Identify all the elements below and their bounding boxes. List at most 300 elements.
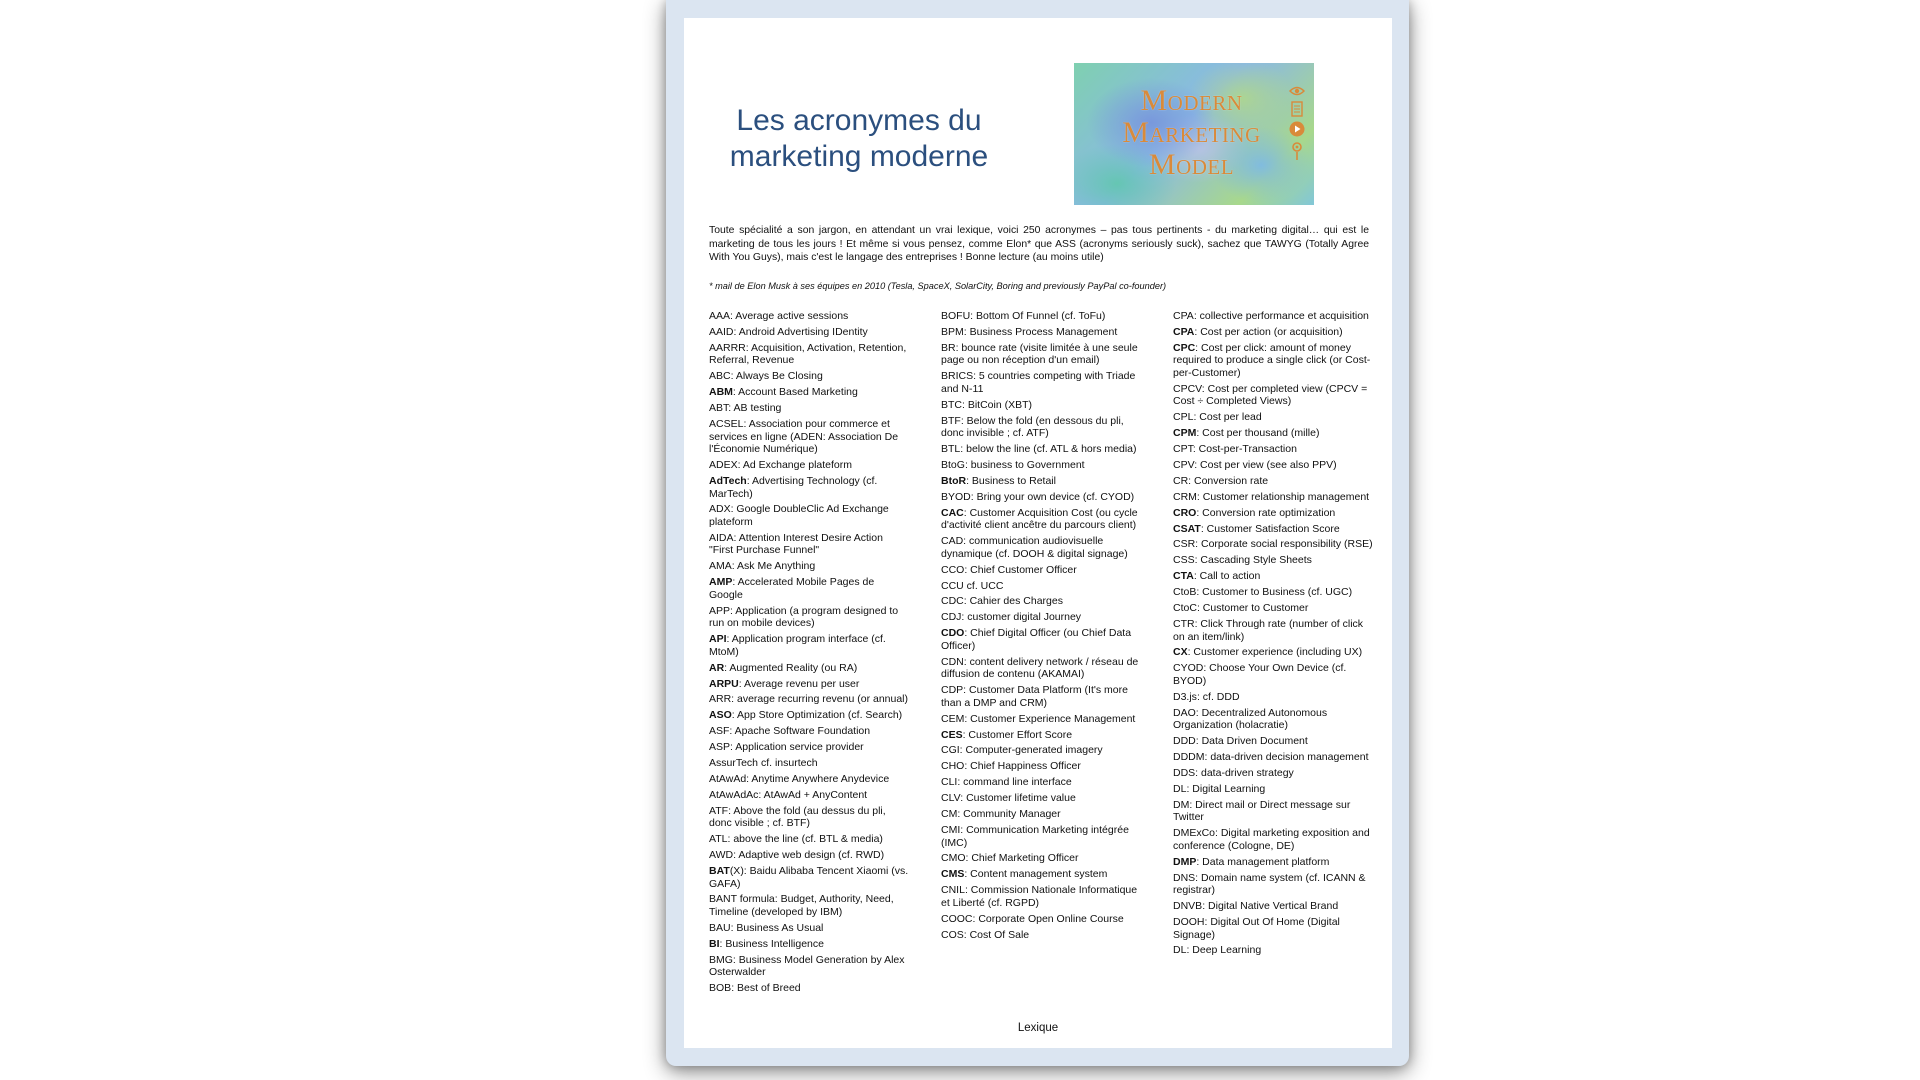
acronym-term: ARPU [709,677,739,690]
acronym-term: BTL [941,443,961,456]
document-page [684,18,1392,1048]
acronym-term: DM [1173,798,1190,811]
acronym-term: CSR [1173,538,1196,551]
acronym-term: CYOD [1173,662,1204,675]
acronym-definition: : Communication Marketing intégrée (IMC) [941,823,1129,849]
acronym-term: AR [709,661,725,674]
acronym-definition: : Cost per action (or acquisition) [1194,325,1343,338]
acronym-entry [1173,523,1373,536]
acronym-term: CSS [1173,554,1195,567]
acronym-term: ASP [709,741,731,754]
acronym-entry [1173,427,1373,440]
acronym-term: BR [941,341,956,354]
acronym-entry [1173,856,1373,869]
acronym-term: CHO [941,760,965,773]
acronym-definition: : Cost per completed view (CPCV = Cost ÷ Completed Views) [1173,382,1368,408]
acronym-definition: : content delivery network / réseau de diffusion de contenu (AKAMAI) [941,655,1139,681]
acronym-entry [709,386,909,399]
acronym-definition: : Augmented Reality (ou RA) [724,661,858,674]
acronym-term: CDO [941,627,965,640]
acronym-definition: (X): Baidu Alibaba Tencent Xiaomi (vs. GAFA) [709,864,909,890]
acronym-term: DL [1173,782,1187,795]
acronym-entry [941,370,1141,395]
acronym-definition: : Choose Your Own Device (cf. BYOD) [1173,662,1347,687]
acronym-definition: : Cost Of Sale [963,928,1030,941]
acronym-definition: : BitCoin (XBT) [962,398,1033,411]
acronym-entry [709,662,909,675]
acronym-definition: : Conversion rate optimization [1196,506,1336,519]
acronym-term: BAU [709,921,731,934]
logo [1074,63,1314,205]
acronym-definition: : Application service provider [730,741,864,754]
page-footer: Lexique [1017,1022,1059,1034]
acronym-definition: : customer digital Journey [961,611,1082,624]
acronym-definition: : Digital marketing exposition and conference (Cologne, DE) [1173,827,1370,852]
acronym-term: CAD [941,535,964,548]
acronym-term: CAC [941,506,964,519]
acronym-entry [1173,507,1373,520]
acronym-definition: : cf. DDD [1196,690,1240,703]
acronym-term: CtoB [1173,586,1197,599]
acronym-term: ACSEL [709,417,744,430]
acronym-definition: : Chief Digital Officer (ou Chief Data Officer) [941,627,1132,652]
acronym-term: ADX [709,503,731,516]
acronym-definition: : Content management system [964,868,1108,881]
acronym-definition: : Customer Acquisition Cost (ou cycle d'activité client ancêtre du parcours client) [941,506,1138,532]
acronym-definition: : above the line (cf. BTL & media) [727,833,883,846]
acronym-definition: : Customer Data Platform (It's more than a DMP and CRM) [941,684,1128,709]
acronym-entry [1173,783,1373,796]
acronym-entry [941,729,1141,742]
acronym-definition: : Business Process Management [963,325,1118,338]
acronym-definition: : Customer experience (including UX) [1187,646,1363,659]
intro-paragraph: Toute spécialité a son jargon, en attendant un vrai lexique, voici 250 acronymes – pas tous pertinents - du marketing digital… qui est le marketing de tous les jours ! Et même si vous pensez, comme Elon* que ASS (acronyms seriously suck), sachez que TAWYG (Totally Agree With You Guys), mais c'est le langage des entreprises ! Bonne lecture (au moins utile) [709,225,1369,263]
acronym-term: DDS [1173,766,1196,779]
acronym-entry [709,532,909,557]
intro-footnote: * mail de Elon Musk à ses équipes en 2010 (Tesla, SpaceX, SolarCity, Boring and previously PayPal co-founder) [709,281,1167,291]
acronym-definition: : Android Advertising IDentity [733,325,868,338]
acronym-term: BANT [709,893,737,906]
acronym-entry [709,982,909,995]
acronym-term: CDC [941,595,964,608]
acronym-entry [1173,691,1373,704]
eye-icon [1289,85,1305,97]
acronym-definition: : Business Model Generation by Alex Osterwalder [709,953,905,979]
acronym-definition: : Call to action [1193,570,1261,583]
acronym-column-1 [709,310,909,998]
acronym-definition: : Cascading Style Sheets [1194,554,1312,567]
acronym-term: CDJ [941,611,962,624]
acronym-entry [1173,799,1373,824]
acronym-entry [709,757,909,770]
acronym-entry [941,310,1141,323]
acronym-definition: : Adaptive web design (cf. RWD) [733,849,885,862]
acronym-term: DDD [1173,735,1196,748]
acronym-entry [1173,326,1373,339]
acronym-term: CPL [1173,411,1194,424]
acronym-term: ABT [709,402,729,415]
acronym-term: CRO [1173,506,1197,519]
acronym-term: CPCV [1173,382,1202,395]
acronym-entry [709,865,909,890]
acronym-term: CPM [1173,427,1197,440]
acronym-definition: : Bottom Of Funnel (cf. ToFu) [970,310,1106,322]
acronym-term: AMA [709,560,732,573]
acronym-entry [709,310,909,323]
acronym-entry [941,399,1141,412]
document-icon [1291,101,1303,117]
acronym-definition: : AtAwAd + AnyContent [758,788,868,801]
acronym-definition: : Business As Usual [730,921,824,934]
acronym-definition: : Chief Marketing Officer [965,852,1079,865]
acronym-entry [941,713,1141,726]
acronym-entry [709,560,909,573]
acronym-entry [941,580,1141,593]
acronym-entry [709,326,909,339]
acronym-entry [941,535,1141,560]
acronym-definition: : Cost per view (see also PPV) [1194,459,1337,472]
acronym-entry [941,884,1141,909]
acronym-entry [941,852,1141,865]
acronym-entry [1173,900,1373,913]
acronym-entry [1173,342,1373,380]
acronym-entry [709,773,909,786]
acronym-entry [709,402,909,415]
acronym-term: CR [1173,474,1189,487]
acronym-entry [709,459,909,472]
acronym-term: BOB [709,982,732,995]
acronym-entry [1173,411,1373,424]
acronym-definition: : Anytime Anywhere Anydevice [746,772,890,785]
acronym-column-3 [1173,310,1373,960]
acronym-entry [709,725,909,738]
acronym-definition: : Chief Customer Officer [964,563,1077,576]
acronym-definition: : Cost-per-Transaction [1192,443,1297,456]
acronym-term: BI [709,937,720,950]
acronym-definition: : Business to Retail [966,474,1056,487]
acronym-entry [941,929,1141,942]
acronym-term: AARRR [709,341,746,354]
acronym-term: DNVB [1173,900,1203,913]
acronym-entry [709,849,909,862]
acronym-entry [1173,310,1373,323]
acronym-entry [941,913,1141,926]
acronym-term: AtAwAdAc [709,788,759,801]
acronym-term: DNS [1173,871,1196,884]
acronym-entry [1173,538,1373,551]
acronym-definition: : Commission Nationale Informatique et Liberté (cf. RGPD) [941,884,1138,909]
acronym-definition: : Acquisition, Activation, Retention, Referral, Revenue [709,341,907,367]
acronym-term: BYOD [941,490,971,503]
acronym-entry [941,611,1141,624]
acronym-entry [941,595,1141,608]
acronym-entry [1173,602,1373,615]
acronym-term: CPC [1173,341,1196,354]
acronym-definition: : Cost per lead [1193,411,1262,424]
acronym-definition: : Average revenu per user [738,677,860,690]
acronym-term: BTC [941,398,962,411]
page-title: Les acronymes du marketing moderne [729,104,989,173]
acronym-definition: : data-driven decision management [1204,751,1369,764]
acronym-definition: : Bring your own device (cf. CYOD) [970,490,1135,503]
acronym-term: CCO [941,563,965,576]
gear-icon [1290,141,1304,161]
acronym-definition: : Digital Learning [1186,782,1266,795]
acronym-entry [1173,916,1373,941]
acronym-entry [1173,646,1373,659]
acronym-term: CGI [941,744,960,757]
acronym-term: ATF [709,804,729,817]
acronym-term: BPM [941,325,964,338]
acronym-entry [709,418,909,456]
acronym-entry [941,459,1141,472]
acronym-term: ASO [709,709,732,722]
acronym-entry [709,805,909,830]
acronym-definition: : Advertising Technology (cf. MarTech) [709,474,878,500]
acronym-term: AtAwAd [709,772,747,785]
acronym-entry [709,678,909,691]
acronym-definition: : average recurring revenu (or annual) [731,693,909,706]
acronym-definition: : Association pour commerce et services en ligne (ADEN: Association De l'Économie Numérique) [709,417,899,456]
acronym-term: CDP [941,684,964,697]
acronym-term: CPA [1173,310,1194,322]
acronym-term: CX [1173,646,1188,659]
acronym-term: CPA [1173,325,1195,338]
acronym-entry [709,833,909,846]
acronym-definition: : Digital Native Vertical Brand [1202,900,1339,913]
acronym-entry [1173,735,1373,748]
acronym-entry [709,789,909,802]
acronym-entry [941,443,1141,456]
acronym-term: CTA [1173,570,1194,583]
acronym-term: CMS [941,868,965,881]
acronym-term: DOOH [1173,915,1205,928]
acronym-definition: : Deep Learning [1186,944,1262,957]
acronym-term: CPV [1173,459,1195,472]
acronym-entry [941,656,1141,681]
acronym-definition: : Click Through rate (number of click on an item/link) [1173,617,1364,643]
acronym-definition: : Cost per thousand (mille) [1196,427,1320,440]
acronym-definition: : data-driven strategy [1195,766,1294,779]
acronym-definition: : Attention Interest Desire Action "First Purchase Funnel" [709,531,883,557]
acronym-entry [709,893,909,918]
acronym-column-2 [941,310,1141,944]
acronym-entry [941,792,1141,805]
acronym-definition: : Accelerated Mobile Pages de Google [709,576,875,601]
acronym-definition: : Customer relationship management [1196,490,1370,503]
acronym-term: CPT [1173,443,1193,456]
acronym-entry [1173,751,1373,764]
acronym-term: ABC [709,370,731,383]
acronym-definition: : Domain name system (cf. ICANN & registrar) [1173,871,1366,897]
acronym-term: CTR [1173,617,1195,630]
acronym-term: API [709,633,727,646]
acronym-term: AWD [709,849,734,862]
acronym-entry [941,491,1141,504]
acronym-term: AIDA [709,531,734,544]
acronym-definition: : Data management platform [1196,855,1330,868]
acronym-entry [709,693,909,706]
acronym-definition: : Business Intelligence [719,937,824,950]
acronym-definition: : Corporate social responsibility (RSE) [1195,538,1373,551]
acronym-entry [1173,707,1373,732]
acronym-term: BOFU [941,310,971,322]
acronym-entry [941,415,1141,440]
acronym-term: CDN [941,655,964,668]
acronym-entry [709,475,909,500]
acronym-term: AAID [709,325,734,338]
acronym-term: DAO [1173,706,1196,719]
acronym-entry [1173,767,1373,780]
acronym-entry [709,954,909,979]
acronym-term: DMExCo [1173,827,1216,840]
acronym-entry [709,709,909,722]
acronym-definition: : Application (a program designed to run on mobile devices) [709,604,899,630]
acronym-definition: : Direct mail or Direct message sur Twitter [1173,798,1351,824]
acronym-entry [1173,475,1373,488]
acronym-definition: : below the line (cf. ATL & hors media) [960,443,1137,456]
acronym-entry [941,808,1141,821]
acronym-term: DMP [1173,855,1197,868]
acronym-term: AdTech [709,474,747,487]
acronym-entry [1173,491,1373,504]
acronym-term: BRICS [941,370,974,383]
acronym-term: CMI [941,823,961,836]
acronym-definition: : Customer lifetime value [960,792,1076,805]
acronym-definition: : Digital Out Of Home (Digital Signage) [1173,915,1340,941]
acronym-definition: : Customer Effort Score [962,728,1073,741]
acronym-term: ADEX [709,459,738,472]
acronym-definition: : Application program interface (cf. MtoM) [709,633,886,658]
acronym-definition: : Google DoubleClic Ad Exchange plateform [709,503,889,528]
acronym-entry [709,605,909,630]
acronym-definition: : App Store Optimization (cf. Search) [731,709,903,722]
acronym-entry [1173,872,1373,897]
acronym-term: AAA [709,310,731,322]
acronym-definition: : Corporate Open Online Course [972,912,1124,925]
acronym-term: CCU [941,579,964,592]
acronym-entry [941,475,1141,488]
acronym-term: CtoC [1173,602,1197,615]
acronym-term: BtoR [941,474,967,487]
acronym-definition: : Cost per click: amount of money required to produce a single click (or Cost-per-Customer) [1173,341,1371,379]
acronym-term: BTF [941,414,961,427]
acronym-entry [1173,459,1373,472]
acronym-term: CEM [941,712,965,725]
acronym-entry [709,938,909,951]
acronym-entry [1173,618,1373,643]
acronym-definition: : Above the fold (au dessus du pli, donc visible ; cf. BTF) [709,804,886,830]
acronym-entry [1173,383,1373,408]
acronym-entry [1173,662,1373,687]
acronym-entry [709,576,909,601]
acronym-definition: : bounce rate (visite limitée à une seule page ou non réception d'un email) [941,341,1138,367]
acronym-entry [709,922,909,935]
logo-icons [1286,85,1308,161]
acronym-term: AssurTech [709,757,759,770]
acronym-entry [941,868,1141,881]
acronym-term: CLI [941,776,958,789]
acronym-term: CES [941,728,963,741]
acronym-entry [1173,827,1373,852]
acronym-entry [1173,944,1373,957]
acronym-term: ATL [709,833,728,846]
acronym-definition: : Best of Breed [731,982,801,995]
acronym-entry [941,507,1141,532]
acronym-term: AMP [709,576,733,589]
acronym-entry [709,633,909,658]
logo-text: Modern Marketing Model [1122,84,1261,181]
acronym-definition: : command line interface [957,776,1072,789]
acronym-term: DL [1173,944,1187,957]
acronym-entry [941,760,1141,773]
acronym-definition: : Ad Exchange plateform [737,459,852,472]
acronym-entry [709,370,909,383]
acronym-entry [709,342,909,367]
acronym-entry [941,824,1141,849]
acronym-term: CRM [1173,490,1197,503]
acronym-definition: : Customer Satisfaction Score [1200,522,1340,535]
acronym-definition: : Conversion rate [1188,474,1269,487]
acronym-definition: : Customer Experience Management [964,712,1136,725]
acronym-definition: : Community Manager [957,808,1061,821]
acronym-term: CNIL [941,884,965,897]
acronym-definition: : Computer-generated imagery [959,744,1103,757]
play-icon [1289,121,1305,137]
acronym-definition: : Customer to Business (cf. UGC) [1196,586,1353,599]
acronym-definition: : Apache Software Foundation [729,725,871,738]
acronym-term: DDDM [1173,751,1205,764]
acronym-entry [941,342,1141,367]
acronym-term: BMG [709,953,733,966]
acronym-definition: : Ask Me Anything [731,560,816,573]
acronym-term: COOC [941,912,973,925]
acronym-entry [1173,570,1373,583]
acronym-definition: cf. insurtech [758,757,818,770]
acronym-term: BtoG [941,459,965,472]
acronym-definition: : Chief Happiness Officer [964,760,1081,773]
acronym-term: CLV [941,792,961,805]
acronym-definition: : business to Government [964,459,1085,472]
acronym-term: D3.js [1173,690,1197,703]
acronym-definition: : communication audiovisuelle dynamique (cf. DOOH & digital signage) [941,535,1128,560]
acronym-definition: : 5 countries competing with Triade and N-11 [941,370,1136,395]
acronym-entry [1173,554,1373,567]
acronym-term: ARR [709,693,732,706]
acronym-definition: : Account Based Marketing [732,386,858,399]
acronym-term: APP [709,604,731,617]
acronym-definition: : Always Be Closing [730,370,823,383]
acronym-entry [1173,586,1373,599]
acronym-definition: : AB testing [728,402,782,415]
acronym-entry [941,776,1141,789]
acronym-entry [941,684,1141,709]
acronym-term: ABM [709,386,733,399]
acronym-definition: : Average active sessions [730,310,849,322]
acronym-entry [941,627,1141,652]
acronym-entry [709,503,909,528]
acronym-entry [941,744,1141,757]
acronym-term: COS [941,928,964,941]
acronym-definition: : Data Driven Document [1195,735,1308,748]
acronym-term: CSAT [1173,522,1201,535]
acronym-entry [941,564,1141,577]
acronym-definition: : Decentralized Autonomous Organization (holacratie) [1173,706,1328,732]
acronym-definition: cf. UCC [963,579,1004,592]
acronym-definition: : collective performance et acquisition [1193,310,1369,322]
acronym-term: ASF [709,725,730,738]
acronym-definition: : Cahier des Charges [963,595,1063,608]
